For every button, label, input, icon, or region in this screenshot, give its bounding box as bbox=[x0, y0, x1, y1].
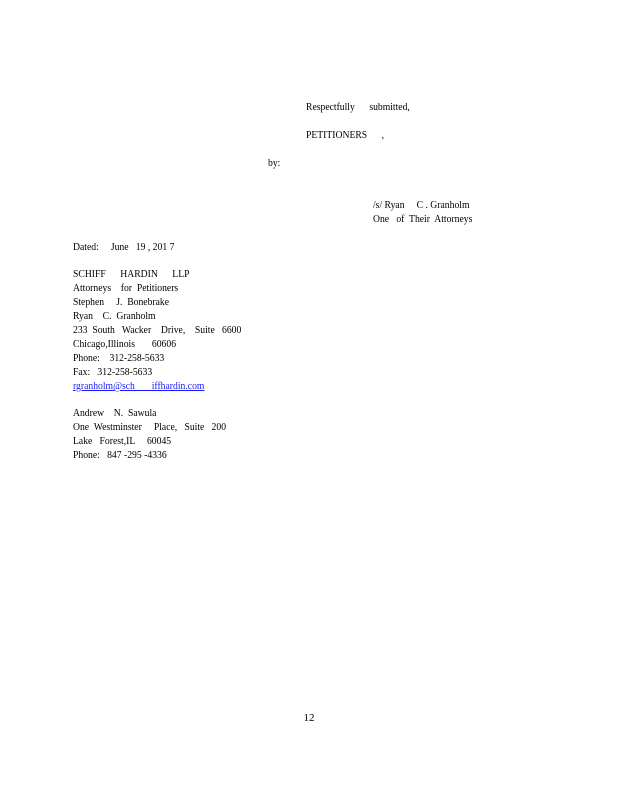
firm-phone: Phone: 312-258-5633 bbox=[73, 353, 165, 364]
cocounsel-phone: Phone: 847 -295 -4336 bbox=[73, 450, 167, 461]
respectfully-submitted-text: Respectfully submitted, bbox=[306, 102, 410, 113]
petitioners-text: PETITIONERS , bbox=[306, 130, 385, 141]
page-number: 12 bbox=[303, 712, 315, 724]
signature-block bbox=[373, 199, 481, 227]
cocounsel-address-city: Lake Forest,IL 60045 bbox=[73, 436, 172, 447]
firm-block bbox=[73, 268, 256, 394]
cocounsel-name: Andrew N. Sawula bbox=[73, 408, 157, 419]
signature-role: One of Their Attorneys bbox=[373, 214, 473, 225]
dated-line: Dated: June 19 , 201 7 bbox=[73, 242, 175, 253]
firm-name: SCHIFF HARDIN LLP bbox=[73, 269, 190, 280]
firm-fax: Fax: 312-258-5633 bbox=[73, 367, 153, 378]
firm-address-city: Chicago,Illinois 60606 bbox=[73, 339, 177, 350]
firm-represents: Attorneys for Petitioners bbox=[73, 283, 179, 294]
cocounsel-address-street: One Westminster Place, Suite 200 bbox=[73, 422, 227, 433]
signature-name: /s/ Ryan C . Granholm bbox=[373, 200, 470, 211]
firm-address-street: 233 South Wacker Drive, Suite 6600 bbox=[73, 325, 242, 336]
by-label: by: bbox=[268, 158, 281, 169]
cocounsel-block bbox=[73, 407, 239, 463]
attorney-name: Ryan C. Granholm bbox=[73, 311, 156, 322]
firm-email-link[interactable]: rgranholm@sch iffhardin.com bbox=[73, 381, 205, 392]
attorney-name: Stephen J. Bonebrake bbox=[73, 297, 170, 308]
